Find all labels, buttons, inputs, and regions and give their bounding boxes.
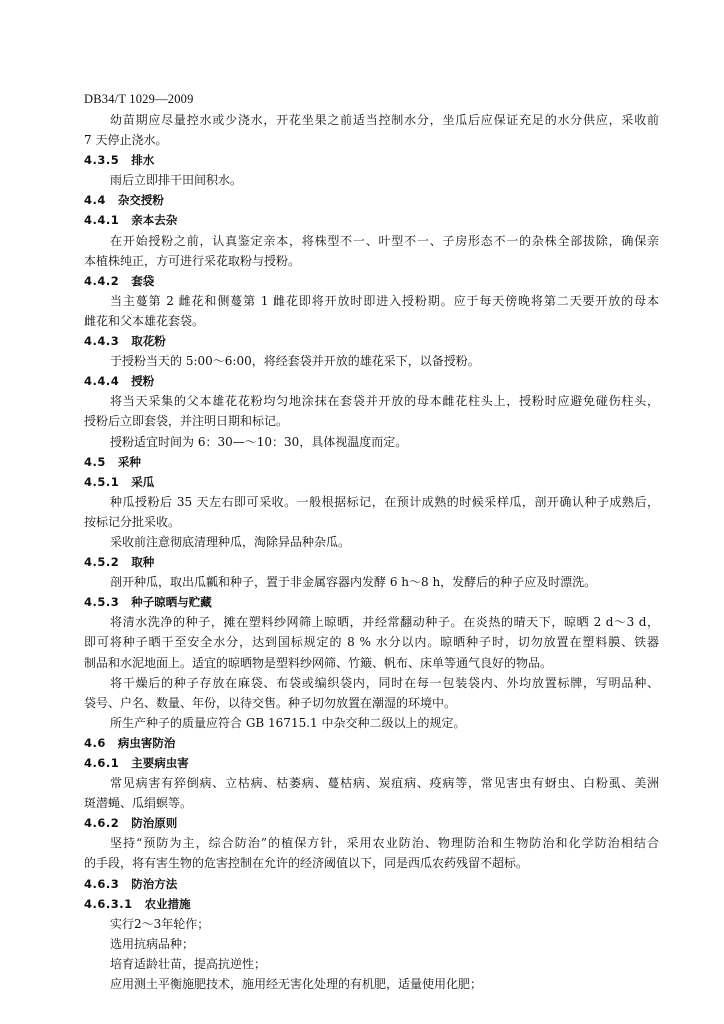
section-title: 排水 <box>131 153 155 168</box>
paragraph-continuation: 本植株纯正，方可进行采花取粉与授粉。 <box>84 253 301 268</box>
paragraph-line: 坚持“预防为主，综合防治”的植保方针，采用农业防治、物理防治和生物防治和化学防治相结合 <box>110 836 659 851</box>
paragraph-line: 当主蔓第 2 雌花和侧蔓第 1 雌花即将开放时即进入授粉期。应于每天傍晚将第二天要开放的母本 <box>110 293 659 308</box>
paragraph-continuation: 7 天停止浇水。 <box>84 133 168 148</box>
paragraph-line: 应用测土平衡施肥技术，施用经无害化处理的有机肥，适量使用化肥； <box>110 977 483 992</box>
section-title: 病虫害防治 <box>117 735 176 750</box>
section-number: 4.6.3.1 <box>84 896 133 911</box>
paragraph-line: 常见病害有猝倒病、立枯病、枯萎病、蔓枯病、炭疽病、疫病等，常见害虫有蚜虫、白粉虱、美洲 <box>110 776 659 791</box>
section-heading <box>84 874 659 894</box>
section-title: 农业措施 <box>144 896 191 911</box>
section-heading <box>84 271 659 291</box>
section-heading <box>84 552 659 572</box>
paragraph-line: 将当天采集的父本雄花花粉均匀地涂抹在套袋并开放的母本雌花柱头上，授粉时应避免碰伤柱头， <box>110 394 659 409</box>
section-number: 4.4.1 <box>84 213 120 228</box>
section-heading <box>84 733 659 753</box>
section-heading <box>84 592 659 612</box>
section-heading <box>84 371 659 391</box>
section-title: 取花粉 <box>131 334 166 349</box>
section-heading <box>84 150 659 170</box>
section-heading <box>84 753 659 773</box>
section-heading <box>84 894 659 914</box>
section-number: 4.3.5 <box>84 153 120 168</box>
section-title: 主要病虫害 <box>131 756 189 770</box>
section-title: 防治方法 <box>131 876 178 891</box>
paragraph-continuation: 授粉后立即套袋，并注明日期和标记。 <box>84 414 289 429</box>
section-number: 4.5.1 <box>84 474 120 489</box>
paragraph-continuation: 制品和水泥地面上。适宜的晾晒物是塑料纱网筛、竹簸、帆布、床单等通气良好的物品。 <box>84 655 553 670</box>
paragraph-line: 所生产种子的质量应符合 GB 16715.1 中杂交种二级以上的规定。 <box>110 715 466 730</box>
paragraph-line: 选用抗病品种； <box>110 936 195 951</box>
section-number: 4.4.4 <box>84 374 120 389</box>
section-number: 4.5.3 <box>84 595 120 610</box>
section-number: 4.4 <box>84 193 106 208</box>
section-heading <box>84 813 659 833</box>
paragraph-continuation: 的手段，将有害生物的危害控制在允许的经济阈值以下，同是西瓜农药残留不超标。 <box>84 856 529 871</box>
section-heading <box>84 190 659 210</box>
section-heading <box>84 331 659 351</box>
paragraph-line: 将干燥后的种子存放在麻袋、布袋或编织袋内，同时在每一包装袋内、外均放置标牌，写明品种、 <box>110 675 659 690</box>
paragraph-line: 实行2～3年轮作； <box>110 916 210 931</box>
section-title: 取种 <box>131 555 155 570</box>
paragraph-line: 于授粉当天的 5:00～6:00，将经套袋并开放的雄花采下，以备授粉。 <box>110 354 480 369</box>
paragraph-continuation: 袋号、户名、数量、年份，以待交售。种子切勿放置在潮湿的环境中。 <box>84 695 457 710</box>
section-number: 4.4.3 <box>84 334 120 349</box>
paragraph-continuation: 即可将种子晒干至安全水分，达到国标规定的 8 % 水分以内。晾晒种子时，切勿放置在塑料膜、铁器 <box>84 635 659 650</box>
paragraph-line: 种瓜授粉后 35 天左右即可采收。一般根据标记，在预计成熟的时候采样瓜，剖开确认种子成熟后， <box>110 494 659 509</box>
paragraph-line: 将清水洗净的种子，摊在塑料纱网筛上晾晒，并经常翻动种子。在炎热的晴天下，晾晒 2 d～3 d， <box>110 615 659 630</box>
section-heading <box>84 210 659 230</box>
section-title: 采瓜 <box>131 474 155 489</box>
section-title: 防治原则 <box>131 816 178 831</box>
section-heading <box>84 472 659 492</box>
paragraph-line: 在开始授粉之前，认真鉴定亲本，将株型不一、叶型不一、子房形态不一的杂株全部拔除，确保亲 <box>110 233 659 248</box>
paragraph-line: 剖开种瓜，取出瓜瓤和种子，置于非金属容器内发酵 6 h～8 h，发酵后的种子应及时漂洗。 <box>110 575 597 590</box>
paragraph-line: 幼苗期应尽量控水或少浇水，开花坐果之前适当控制水分，坐瓜后应保证充足的水分供应，采收前 <box>110 113 659 127</box>
paragraph-continuation: 按标记分批采收。 <box>84 514 181 529</box>
section-title: 种子晾晒与贮藏 <box>131 595 212 610</box>
section-title: 采种 <box>117 454 141 469</box>
section-title: 亲本去杂 <box>131 213 178 228</box>
section-number: 4.5.2 <box>84 555 120 570</box>
section-title: 套袋 <box>131 273 155 288</box>
section-number: 4.6.1 <box>84 756 120 770</box>
section-number: 4.5 <box>84 454 106 469</box>
paragraph-line: 采收前注意彻底清理种瓜，淘除异品种杂瓜。 <box>110 534 351 549</box>
document-body <box>84 110 659 994</box>
paragraph-line: 授粉适宜时间为 6：30—～10：30，具体视温度而定。 <box>110 434 408 449</box>
paragraph-line: 雨后立即排干田间积水。 <box>110 173 243 188</box>
section-number: 4.6.2 <box>84 816 120 831</box>
section-number: 4.6 <box>84 735 106 750</box>
standard-code: DB34/T 1029—2009 <box>84 92 194 106</box>
section-number: 4.4.2 <box>84 273 120 288</box>
section-number: 4.6.3 <box>84 876 120 891</box>
paragraph-line: 培育适龄壮苗，提高抗逆性； <box>110 956 267 971</box>
section-heading <box>84 452 659 472</box>
section-title: 授粉 <box>131 374 155 389</box>
section-title: 杂交授粉 <box>117 193 164 208</box>
paragraph-continuation: 雌花和父本雄花套袋。 <box>84 313 205 328</box>
paragraph-continuation: 斑潜蝇、瓜绢螟等。 <box>84 796 193 811</box>
